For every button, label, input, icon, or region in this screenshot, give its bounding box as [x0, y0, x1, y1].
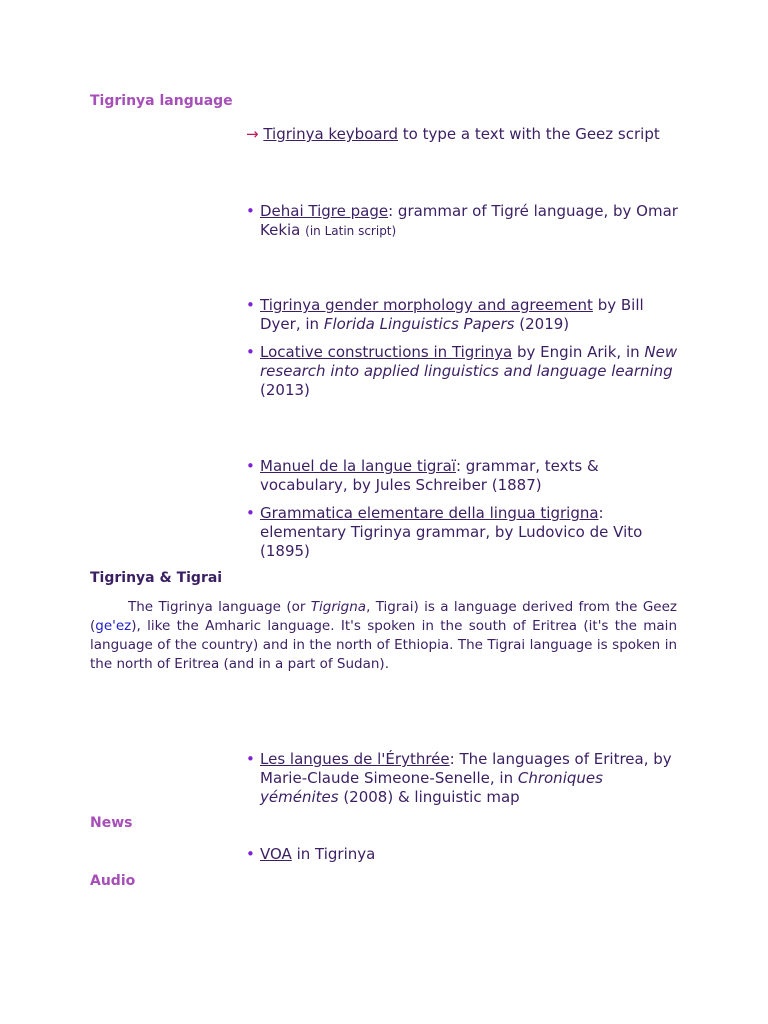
- item-text: : elementary Tigrinya grammar, by Ludovico de Vito (1895): [260, 504, 643, 560]
- langues-erythree-link[interactable]: Les langues de l'Érythrée: [260, 750, 450, 768]
- list-item: [246, 457, 686, 495]
- tigrinya-paragraph: [90, 598, 677, 674]
- bullet-icon: •: [246, 296, 255, 314]
- item-text: : grammar of Tigré language, by Omar Kekia: [260, 202, 678, 239]
- keyboard-line: [246, 125, 660, 143]
- paragraph-text: , Tigrai) is a language derived from the Geez (: [90, 599, 677, 634]
- list-item: [246, 343, 686, 400]
- heading-news: News: [90, 815, 133, 831]
- item-text: by Bill Dyer, in: [260, 296, 644, 333]
- bullet-icon: •: [246, 845, 255, 863]
- voa-link[interactable]: VOA: [260, 845, 292, 863]
- list-item: [246, 750, 686, 807]
- keyboard-line-text: to type a text with the Geez script: [398, 125, 660, 143]
- list-item: [246, 845, 686, 864]
- item-year: (2019): [514, 315, 570, 333]
- item-text: by Engin Arik, in: [512, 343, 645, 361]
- item-year: (2008) & linguistic map: [338, 788, 520, 806]
- geez-link[interactable]: ge'ez: [95, 618, 132, 634]
- list-item: [246, 202, 686, 241]
- dehai-tigre-link[interactable]: Dehai Tigre page: [260, 202, 389, 220]
- paragraph-italic: Tigrigna: [310, 599, 367, 615]
- item-text: : grammar, texts & vocabulary, by Jules Schreiber (1887): [260, 457, 599, 494]
- bullet-icon: •: [246, 202, 255, 220]
- gender-morphology-link[interactable]: Tigrinya gender morphology and agreement: [260, 296, 593, 314]
- item-note: (in Latin script): [305, 224, 397, 238]
- tigrinya-keyboard-link[interactable]: Tigrinya keyboard: [263, 125, 399, 143]
- bullet-icon: •: [246, 457, 255, 475]
- paragraph-text: The Tigrinya language (or: [128, 599, 311, 615]
- list-item: [246, 296, 686, 334]
- paragraph-text: ), like the Amharic language. It's spoken in the south of Eritrea (it's the main language of the country) and in the north of Ethiopia. The Tigrai language is spoken in the north of Eritrea (and in a part of Sudan).: [90, 618, 677, 672]
- list-item: [246, 504, 686, 561]
- item-publication: New research into applied linguistics and language learning: [260, 343, 678, 380]
- heading-tigrinya-language: Tigrinya language: [90, 93, 233, 109]
- item-text: in Tigrinya: [291, 845, 376, 863]
- manuel-langue-tigrai-link[interactable]: Manuel de la langue tigraï: [260, 457, 456, 475]
- bullet-icon: •: [246, 504, 255, 522]
- heading-audio: Audio: [90, 873, 136, 889]
- heading-tigrinya-tigrai: Tigrinya & Tigrai: [90, 570, 223, 586]
- item-text: : The languages of Eritrea, by Marie-Claude Simeone-Senelle, in: [260, 750, 672, 787]
- grammatica-elementare-link[interactable]: Grammatica elementare della lingua tigrigna: [260, 504, 599, 522]
- locative-constructions-link[interactable]: Locative constructions in Tigrinya: [260, 343, 513, 361]
- item-publication: Florida Linguistics Papers: [323, 315, 515, 333]
- arrow-icon: →: [246, 125, 259, 143]
- bullet-icon: •: [246, 750, 255, 768]
- item-publication: Chroniques yéménites: [260, 769, 603, 806]
- item-year: (2013): [260, 381, 310, 399]
- bullet-icon: •: [246, 343, 255, 361]
